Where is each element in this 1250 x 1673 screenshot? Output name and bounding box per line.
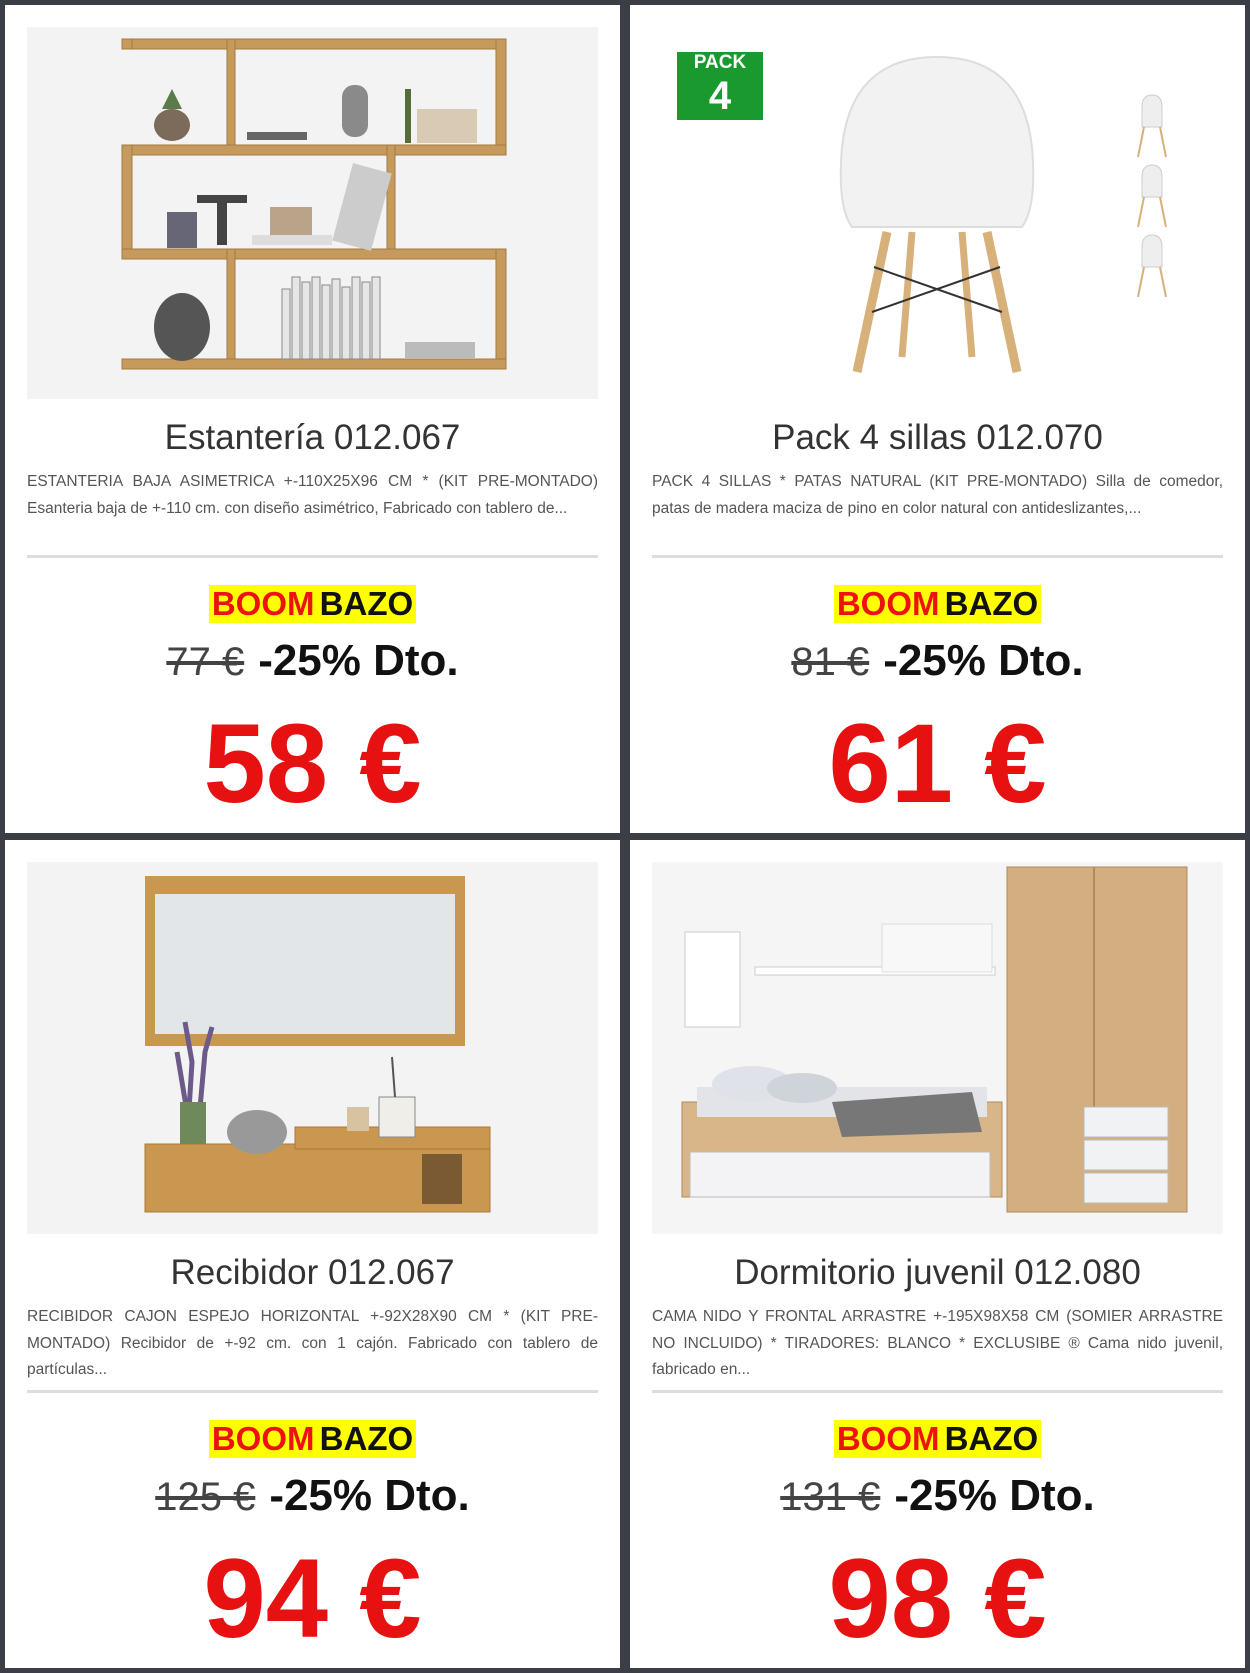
promo-boom: BOOM	[211, 585, 315, 622]
current-price: 98 €	[828, 1536, 1047, 1661]
boombazo-badge	[652, 1420, 1223, 1458]
divider	[27, 555, 598, 558]
product-title[interactable]: Recibidor 012.067	[170, 1253, 455, 1292]
product-card[interactable]	[5, 840, 620, 1668]
promo-boom: BOOM	[836, 585, 940, 622]
boombazo-badge	[27, 585, 598, 623]
pack-badge-number: 4	[708, 74, 732, 118]
promo-boom: BOOM	[836, 1420, 940, 1457]
divider	[652, 1390, 1223, 1393]
chair-image[interactable]	[652, 27, 1223, 399]
entryway-image[interactable]	[27, 862, 598, 1234]
pack-badge-label: PACK	[693, 52, 747, 73]
promo-bazo: BAZO	[319, 585, 414, 622]
bedroom-illustration	[652, 862, 1223, 1234]
promo-boom: BOOM	[211, 1420, 315, 1457]
divider	[652, 555, 1223, 558]
old-price: 81 €	[791, 640, 870, 684]
product-description: ESTANTERIA BAJA ASIMETRICA +-110X25X96 CM * (KIT PRE-MONTADO) Esanteria baja de +-110 cm. con diseño asimétrico, Fabricado con tablero de...	[27, 473, 598, 517]
pack-badge	[674, 49, 766, 123]
product-card[interactable]	[630, 840, 1245, 1668]
current-price: 94 €	[203, 1536, 422, 1661]
old-price: 125 €	[155, 1475, 256, 1519]
discount: -25% Dto.	[894, 1471, 1095, 1520]
boombazo-badge	[27, 1420, 598, 1458]
product-title[interactable]: Dormitorio juvenil 012.080	[734, 1253, 1141, 1292]
product-card[interactable]	[5, 5, 620, 833]
bookshelf-illustration	[27, 27, 598, 399]
current-price: 58 €	[203, 701, 422, 826]
discount: -25% Dto.	[269, 1471, 470, 1520]
old-price-row	[27, 635, 598, 688]
old-price-row	[652, 635, 1223, 688]
product-description: RECIBIDOR CAJON ESPEJO HORIZONTAL +-92X28X90 CM * (KIT PRE-MONTADO) Recibidor de +-92 cm. con 1 cajón. Fabricado con tablero de partículas...	[27, 1308, 598, 1378]
boombazo-badge	[652, 585, 1223, 623]
bedroom-image[interactable]	[652, 862, 1223, 1234]
promo-bazo: BAZO	[944, 585, 1039, 622]
product-description: PACK 4 SILLAS * PATAS NATURAL (KIT PRE-MONTADO) Silla de comedor, patas de madera maciza de pino en color natural con antideslizantes,...	[652, 473, 1223, 517]
product-description: CAMA NIDO Y FRONTAL ARRASTRE +-195X98X58 CM (SOMIER ARRASTRE NO INCLUIDO) * TIRADORES: BLANCO * EXCLUSIBE ® Cama nido juvenil, fabricado en...	[652, 1308, 1223, 1378]
promo-bazo: BAZO	[944, 1420, 1039, 1457]
current-price: 61 €	[828, 701, 1047, 826]
promo-bazo: BAZO	[319, 1420, 414, 1457]
entryway-illustration	[27, 862, 598, 1234]
product-card[interactable]	[630, 5, 1245, 833]
divider	[27, 1390, 598, 1393]
discount: -25% Dto.	[883, 636, 1084, 685]
old-price: 131 €	[780, 1475, 881, 1519]
old-price: 77 €	[166, 640, 245, 684]
product-title[interactable]: Estantería 012.067	[164, 418, 461, 457]
discount: -25% Dto.	[258, 636, 459, 685]
bookshelf-image[interactable]	[27, 27, 598, 399]
old-price-row	[652, 1470, 1223, 1523]
product-title[interactable]: Pack 4 sillas 012.070	[772, 418, 1103, 457]
old-price-row	[27, 1470, 598, 1523]
